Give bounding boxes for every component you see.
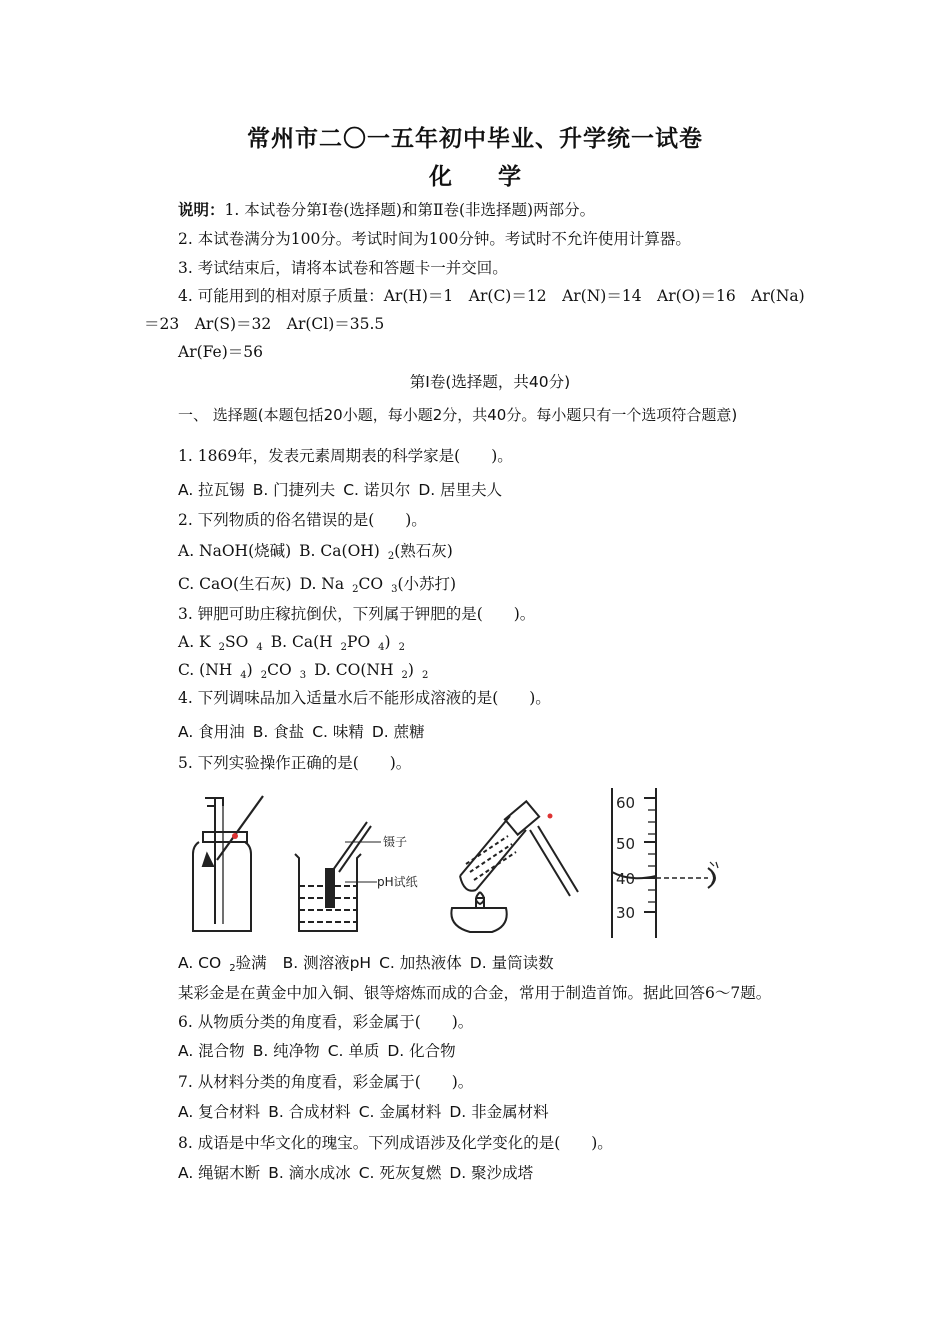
- question-7-stem: 7. 从材料分类的角度看，彩金属于( )。: [178, 1073, 474, 1091]
- cylinder-tick-60: 60: [616, 794, 636, 812]
- flame-mark: [232, 833, 238, 839]
- question-2-options-cd: [178, 574, 472, 600]
- q1-option-b[interactable]: B. 门捷列夫: [252, 481, 336, 499]
- q1-option-a[interactable]: A. 拉瓦锡: [178, 481, 245, 499]
- instruction-2: 2. 本试卷满分为100分。考试时间为100分钟。考试时不允许使用计算器。: [178, 230, 691, 248]
- instruction-4: 4. 可能用到的相对原子质量：Ar(H)＝1 Ar(C)＝12 Ar(N)＝14 Ar(O)＝16 Ar(Na): [178, 287, 805, 305]
- exam-subject: 化学: [429, 164, 567, 190]
- q8-option-c[interactable]: C. 死灰复燃: [358, 1164, 442, 1182]
- q8-option-b[interactable]: B. 滴水成冰: [268, 1164, 351, 1182]
- context-paragraph: 某彩金是在黄金中加入铜、银等熔炼而成的合金，常用于制造首饰。据此回答6～7题。: [178, 984, 772, 1002]
- q2-option-c[interactable]: C. CaO(生石灰): [178, 575, 292, 593]
- section-heading: 第Ⅰ卷(选择题，共40分): [409, 373, 571, 391]
- figure-cylinder-reading: [600, 786, 745, 941]
- cylinder-tick-30: 30: [616, 904, 636, 922]
- q2-option-b[interactable]: B. Ca(OH) $_2$(熟石灰): [299, 542, 453, 562]
- q6-option-c[interactable]: C. 单质: [327, 1042, 380, 1060]
- tweezers-label: 镊子: [383, 835, 408, 849]
- question-5-stem: 5. 下列实验操作正确的是( )。: [178, 754, 412, 772]
- instruction-4-cont: ＝23 Ar(S)＝32 Ar(Cl)＝35.5: [144, 315, 385, 333]
- question-2-options-ab: [178, 541, 469, 567]
- q8-option-d[interactable]: D. 聚沙成塔: [449, 1164, 534, 1182]
- figure-heating-liquid: [440, 786, 580, 936]
- exam-title: 常州市二〇一五年初中毕业、升学统一试卷: [247, 126, 703, 152]
- experiment-figures: [185, 786, 745, 941]
- q2-option-d[interactable]: D. Na $_2$CO $_3$(小苏打): [299, 575, 457, 595]
- q4-option-d[interactable]: D. 蔗糖: [371, 723, 425, 741]
- instruction-1: [178, 200, 595, 220]
- question-6-stem: 6. 从物质分类的角度看，彩金属于( )。: [178, 1013, 474, 1031]
- question-3-options-ab: [178, 632, 413, 658]
- ph-paper-label: pH试纸: [377, 875, 418, 889]
- question-2-stem: 2. 下列物质的俗名错误的是( )。: [178, 511, 427, 529]
- instruction-3: 3. 考试结束后，请将本试卷和答题卡一并交回。: [178, 259, 508, 277]
- question-8-options: [178, 1163, 541, 1183]
- q5-option-a[interactable]: A. CO $_2$验满: [178, 954, 267, 974]
- question-5-options: [178, 953, 562, 979]
- instruction-1-text: 1. 本试卷分第Ⅰ卷(选择题)和第Ⅱ卷(非选择题)两部分。: [224, 201, 596, 219]
- question-4-stem: 4. 下列调味品加入适量水后不能形成溶液的是( )。: [178, 689, 551, 707]
- question-6-options: [178, 1041, 464, 1061]
- q1-option-d[interactable]: D. 居里夫人: [418, 481, 503, 499]
- q1-option-c[interactable]: C. 诺贝尔: [343, 481, 411, 499]
- q6-option-a[interactable]: A. 混合物: [178, 1042, 245, 1060]
- q7-option-b[interactable]: B. 合成材料: [268, 1103, 351, 1121]
- question-1-options: [178, 480, 510, 500]
- cylinder-tick-50: 50: [616, 835, 636, 853]
- q6-option-d[interactable]: D. 化合物: [387, 1042, 456, 1060]
- cylinder-tick-40: 40: [616, 870, 636, 888]
- question-3-stem: 3. 钾肥可助庄稼抗倒伏，下列属于钾肥的是( )。: [178, 605, 536, 623]
- question-4-options: [178, 722, 433, 742]
- q7-option-c[interactable]: C. 金属材料: [358, 1103, 442, 1121]
- q5-option-d[interactable]: D. 量筒读数: [469, 954, 554, 972]
- q4-option-a[interactable]: A. 食用油: [178, 723, 245, 741]
- ph-paper-strip: [325, 868, 335, 908]
- instruction-label: 说明：: [178, 201, 225, 219]
- q5-option-b[interactable]: B. 测溶液pH: [282, 954, 372, 972]
- question-8-stem: 8. 成语是中华文化的瑰宝。下列成语涉及化学变化的是( )。: [178, 1134, 613, 1152]
- instruction-4-fe: Ar(Fe)＝56: [178, 343, 264, 361]
- question-3-options-cd: [178, 660, 436, 686]
- q3-option-b[interactable]: B. Ca(H $_2$PO $_4$) $_2$: [270, 633, 405, 653]
- question-7-options: [178, 1102, 557, 1122]
- q5-option-c[interactable]: C. 加热液体: [379, 954, 462, 972]
- q3-option-d[interactable]: D. CO(NH $_2$) $_2$: [314, 661, 429, 681]
- figure-co2-bottle: [185, 786, 275, 936]
- q7-option-a[interactable]: A. 复合材料: [178, 1103, 261, 1121]
- part-one-heading: 一、 选择题(本题包括20小题，每小题2分，共40分。每小题只有一个选项符合题意): [178, 406, 738, 424]
- q8-option-a[interactable]: A. 绳锯木断: [178, 1164, 261, 1182]
- question-1-stem: 1. 1869年，发表元素周期表的科学家是( )。: [178, 447, 513, 465]
- q4-option-b[interactable]: B. 食盐: [252, 723, 305, 741]
- q2-option-a[interactable]: A. NaOH(烧碱): [178, 542, 292, 560]
- q3-option-a[interactable]: A. K $_2$SO $_4$: [178, 633, 263, 653]
- red-mark: [548, 814, 553, 819]
- q7-option-d[interactable]: D. 非金属材料: [449, 1103, 549, 1121]
- q4-option-c[interactable]: C. 味精: [312, 723, 364, 741]
- q6-option-b[interactable]: B. 纯净物: [252, 1042, 320, 1060]
- q3-option-c[interactable]: C. (NH $_4$) $_2$CO $_3$: [178, 661, 307, 681]
- figure-ph-beaker: [285, 786, 435, 936]
